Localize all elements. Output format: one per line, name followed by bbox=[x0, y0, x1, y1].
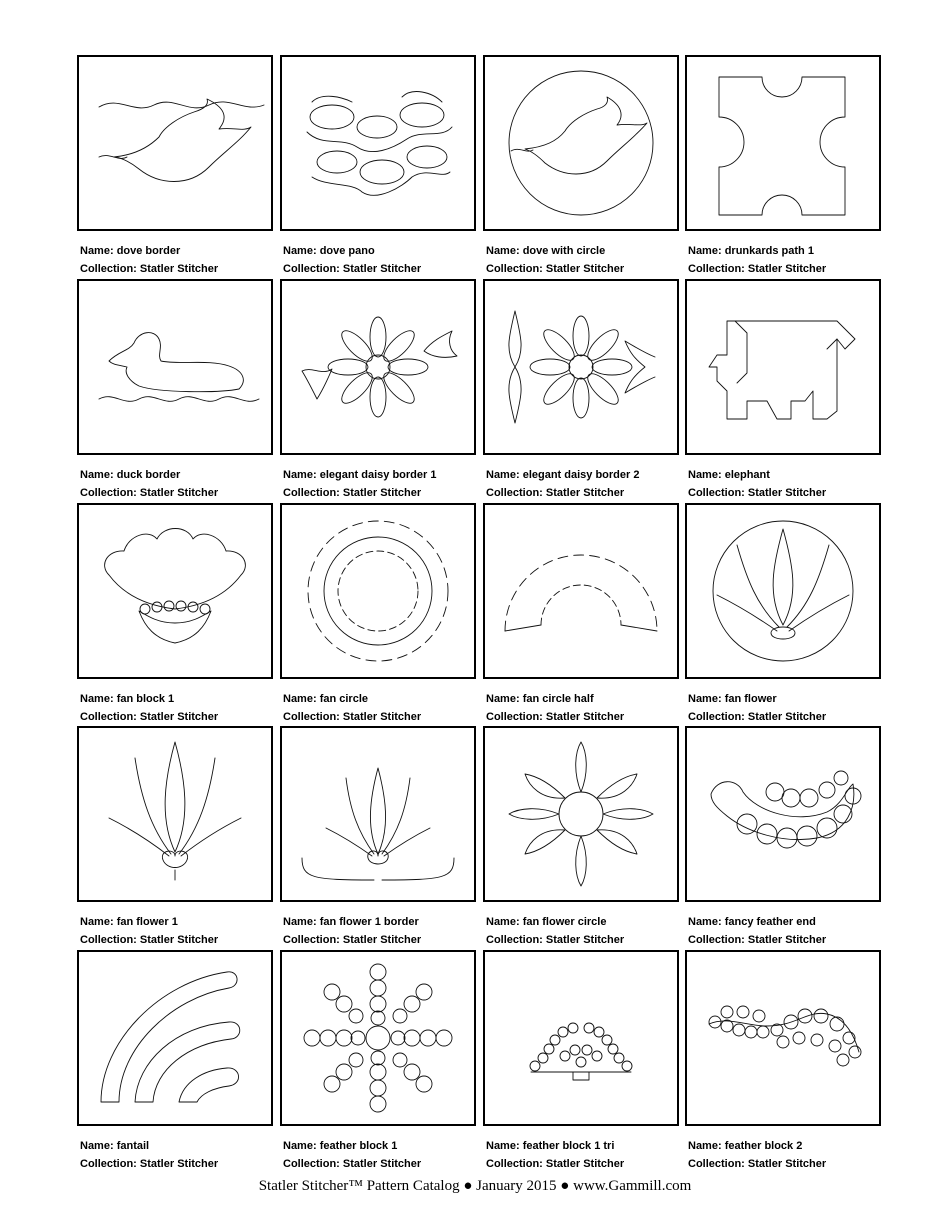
collection-label: Collection bbox=[486, 933, 540, 946]
name-label: Name bbox=[80, 1140, 110, 1152]
pattern-collection: Statler Stitcher bbox=[545, 262, 625, 275]
pattern-name: fan flower circle bbox=[522, 916, 607, 928]
pattern-collection: Statler Stitcher bbox=[342, 262, 422, 275]
name-label: Name bbox=[283, 1140, 313, 1152]
collection-label: Collection bbox=[283, 262, 337, 275]
pattern-thumbnail[interactable] bbox=[483, 950, 679, 1126]
pattern-meta: Name: drunkards path 1 Collection: Statler Stitcher bbox=[688, 245, 827, 275]
collection-label: Collection bbox=[486, 710, 540, 723]
name-label: Name bbox=[486, 693, 516, 705]
pattern-meta: Name: fan circle half Collection: Statler Stitcher bbox=[486, 693, 625, 723]
feather-block-2-drawing bbox=[687, 952, 879, 1124]
pattern-name: fan flower bbox=[724, 693, 777, 705]
fan-flower-drawing bbox=[687, 505, 879, 677]
fan-flower-1-drawing bbox=[79, 728, 271, 900]
dove-with-circle-drawing bbox=[485, 57, 677, 229]
name-label: Name bbox=[486, 469, 516, 481]
name-label: Name bbox=[283, 469, 313, 481]
pattern-thumbnail[interactable] bbox=[685, 950, 881, 1126]
elegant-daisy-border-1-drawing bbox=[282, 281, 474, 453]
pattern-thumbnail[interactable] bbox=[77, 503, 273, 679]
dove-pano-drawing bbox=[282, 57, 474, 229]
pattern-collection: Statler Stitcher bbox=[747, 262, 827, 275]
collection-label: Collection bbox=[688, 710, 742, 723]
collection-label: Collection bbox=[80, 933, 134, 946]
pattern-thumbnail[interactable] bbox=[77, 279, 273, 455]
pattern-name: elegant daisy border 1 bbox=[319, 469, 437, 481]
collection-label: Collection bbox=[283, 486, 337, 499]
pattern-thumbnail[interactable] bbox=[483, 55, 679, 231]
pattern-name: dove with circle bbox=[522, 245, 606, 257]
fan-flower-1-border-drawing bbox=[282, 728, 474, 900]
collection-label: Collection bbox=[688, 486, 742, 499]
collection-label: Collection bbox=[486, 262, 540, 275]
pattern-name: dove border bbox=[116, 245, 181, 257]
feather-block-1-drawing bbox=[282, 952, 474, 1124]
pattern-name: elephant bbox=[724, 469, 770, 481]
pattern-collection: Statler Stitcher bbox=[342, 1157, 422, 1170]
pattern-name: duck border bbox=[116, 469, 181, 481]
collection-label: Collection bbox=[688, 933, 742, 946]
pattern-collection: Statler Stitcher bbox=[342, 486, 422, 499]
pattern-collection: Statler Stitcher bbox=[139, 933, 219, 946]
name-label: Name bbox=[80, 469, 110, 481]
pattern-meta: Name: feather block 1 tri Collection: Statler Stitcher bbox=[486, 1140, 625, 1170]
collection-label: Collection bbox=[80, 486, 134, 499]
fan-circle-drawing bbox=[282, 505, 474, 677]
pattern-meta: Name: elephant Collection: Statler Stitcher bbox=[688, 469, 827, 499]
fan-circle-half-drawing bbox=[485, 505, 677, 677]
pattern-name: feather block 1 tri bbox=[522, 1140, 615, 1152]
name-label: Name bbox=[688, 469, 718, 481]
name-label: Name bbox=[283, 245, 313, 257]
pattern-thumbnail[interactable] bbox=[685, 279, 881, 455]
pattern-name: fan circle bbox=[319, 693, 369, 705]
dove-border-drawing bbox=[79, 57, 271, 229]
name-label: Name bbox=[486, 1140, 516, 1152]
pattern-thumbnail[interactable] bbox=[280, 55, 476, 231]
pattern-collection: Statler Stitcher bbox=[139, 262, 219, 275]
pattern-thumbnail[interactable] bbox=[280, 726, 476, 902]
name-label: Name bbox=[688, 245, 718, 257]
pattern-thumbnail[interactable] bbox=[685, 55, 881, 231]
drunkards-path-drawing bbox=[687, 57, 879, 229]
pattern-name: elegant daisy border 2 bbox=[522, 469, 640, 481]
pattern-meta: Name: fan flower 1 Collection: Statler Stitcher bbox=[80, 916, 219, 946]
fancy-feather-end-drawing bbox=[687, 728, 879, 900]
pattern-thumbnail[interactable] bbox=[280, 950, 476, 1126]
pattern-thumbnail[interactable] bbox=[685, 726, 881, 902]
elegant-daisy-border-2-drawing bbox=[485, 281, 677, 453]
collection-label: Collection bbox=[486, 1157, 540, 1170]
pattern-collection: Statler Stitcher bbox=[545, 486, 625, 499]
pattern-thumbnail[interactable] bbox=[483, 279, 679, 455]
feather-block-1-tri-drawing bbox=[485, 952, 677, 1124]
collection-label: Collection bbox=[688, 1157, 742, 1170]
pattern-collection: Statler Stitcher bbox=[545, 933, 625, 946]
pattern-thumbnail[interactable] bbox=[77, 55, 273, 231]
pattern-meta: Name: fan circle Collection: Statler Stitcher bbox=[283, 693, 422, 723]
pattern-name: feather block 2 bbox=[724, 1140, 803, 1152]
pattern-name: fan block 1 bbox=[116, 693, 175, 705]
name-label: Name bbox=[486, 916, 516, 928]
name-label: Name bbox=[486, 245, 516, 257]
pattern-name: fantail bbox=[116, 1140, 150, 1152]
pattern-collection: Statler Stitcher bbox=[342, 933, 422, 946]
pattern-name: fan flower 1 bbox=[116, 916, 178, 928]
pattern-name: feather block 1 bbox=[319, 1140, 398, 1152]
fantail-drawing bbox=[79, 952, 271, 1124]
pattern-meta: Name: elegant daisy border 2 Collection: Statler Stitcher bbox=[486, 469, 640, 499]
collection-label: Collection bbox=[688, 262, 742, 275]
pattern-name: dove pano bbox=[319, 245, 375, 257]
collection-label: Collection bbox=[283, 933, 337, 946]
pattern-meta: Name: elegant daisy border 1 Collection: Statler Stitcher bbox=[283, 469, 437, 499]
name-label: Name bbox=[80, 245, 110, 257]
pattern-meta: Name: fantail Collection: Statler Stitcher bbox=[80, 1140, 219, 1170]
pattern-meta: Name: dove with circle Collection: Statler Stitcher bbox=[486, 245, 625, 275]
pattern-thumbnail[interactable] bbox=[483, 503, 679, 679]
pattern-thumbnail[interactable] bbox=[77, 726, 273, 902]
collection-label: Collection bbox=[80, 262, 134, 275]
collection-label: Collection bbox=[283, 710, 337, 723]
collection-label: Collection bbox=[486, 486, 540, 499]
pattern-thumbnail[interactable] bbox=[77, 950, 273, 1126]
name-label: Name bbox=[688, 1140, 718, 1152]
pattern-collection: Statler Stitcher bbox=[545, 710, 625, 723]
pattern-meta: Name: fan flower circle Collection: Statler Stitcher bbox=[486, 916, 625, 946]
pattern-meta: Name: dove pano Collection: Statler Stitcher bbox=[283, 245, 422, 275]
pattern-collection: Statler Stitcher bbox=[139, 1157, 219, 1170]
collection-label: Collection bbox=[80, 1157, 134, 1170]
collection-label: Collection bbox=[283, 1157, 337, 1170]
pattern-meta: Name: fan block 1 Collection: Statler Stitcher bbox=[80, 693, 219, 723]
pattern-collection: Statler Stitcher bbox=[139, 486, 219, 499]
pattern-meta: Name: fancy feather end Collection: Statler Stitcher bbox=[688, 916, 827, 946]
fan-flower-circle-drawing bbox=[485, 728, 677, 900]
elephant-drawing bbox=[687, 281, 879, 453]
name-label: Name bbox=[688, 916, 718, 928]
pattern-meta: Name: feather block 1 Collection: Statler Stitcher bbox=[283, 1140, 422, 1170]
pattern-thumbnail[interactable] bbox=[483, 726, 679, 902]
pattern-meta: Name: duck border Collection: Statler Stitcher bbox=[80, 469, 219, 499]
name-label: Name bbox=[283, 693, 313, 705]
name-label: Name bbox=[80, 916, 110, 928]
pattern-meta: Name: fan flower Collection: Statler Stitcher bbox=[688, 693, 827, 723]
pattern-name: fan circle half bbox=[522, 693, 594, 705]
pattern-collection: Statler Stitcher bbox=[747, 486, 827, 499]
name-label: Name bbox=[283, 916, 313, 928]
collection-label: Collection bbox=[80, 710, 134, 723]
pattern-meta: Name: fan flower 1 border Collection: Statler Stitcher bbox=[283, 916, 422, 946]
pattern-meta: Name: dove border Collection: Statler Stitcher bbox=[80, 245, 219, 275]
duck-border-drawing bbox=[79, 281, 271, 453]
pattern-name: drunkards path 1 bbox=[724, 245, 814, 257]
pattern-name: fan flower 1 border bbox=[319, 916, 419, 928]
pattern-thumbnail[interactable] bbox=[685, 503, 881, 679]
pattern-collection: Statler Stitcher bbox=[747, 710, 827, 723]
pattern-meta: Name: feather block 2 Collection: Statler Stitcher bbox=[688, 1140, 827, 1170]
name-label: Name bbox=[80, 693, 110, 705]
catalog-footer: Statler Stitcher™ Pattern Catalog ● January 2015 ● www.Gammill.com bbox=[258, 1178, 692, 1194]
pattern-thumbnail[interactable] bbox=[280, 503, 476, 679]
pattern-name: fancy feather end bbox=[724, 916, 816, 928]
pattern-thumbnail[interactable] bbox=[280, 279, 476, 455]
pattern-collection: Statler Stitcher bbox=[747, 1157, 827, 1170]
pattern-collection: Statler Stitcher bbox=[342, 710, 422, 723]
name-label: Name bbox=[688, 693, 718, 705]
fan-block-1-drawing bbox=[79, 505, 271, 677]
pattern-collection: Statler Stitcher bbox=[139, 710, 219, 723]
pattern-collection: Statler Stitcher bbox=[747, 933, 827, 946]
pattern-collection: Statler Stitcher bbox=[545, 1157, 625, 1170]
